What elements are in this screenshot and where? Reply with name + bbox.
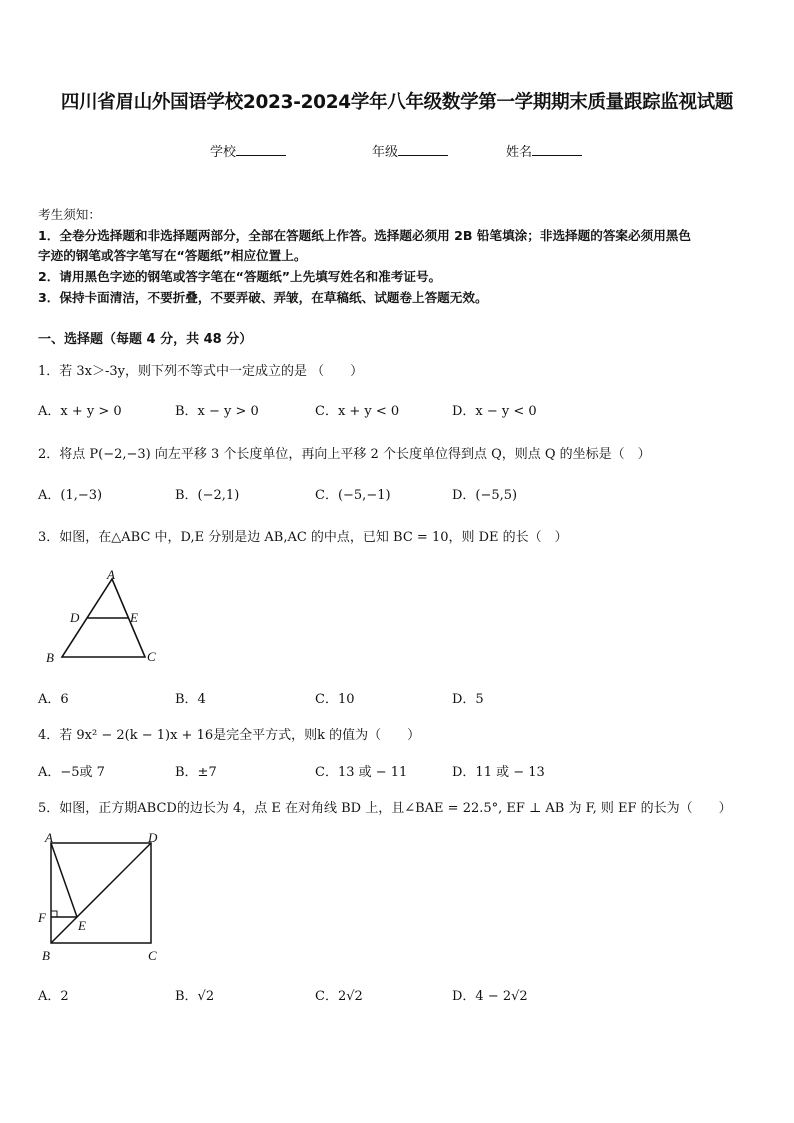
label-c: C (147, 649, 156, 664)
q1-option-c[interactable]: C．x + y < 0 (315, 404, 400, 419)
q4-option-c[interactable]: C．13 或 − 11 (315, 765, 408, 780)
q3-option-d[interactable]: D．5 (452, 692, 484, 707)
section-heading: 一、选择题（每题 4 分，共 48 分） (38, 332, 253, 347)
notice-item-3: 3．保持卡面清洁，不要折叠，不要弄破、弄皱，在草稿纸、试题卷上答题无效。 (38, 290, 488, 305)
q3-option-a[interactable]: A．6 (38, 692, 69, 707)
notice-item-1: 1．全卷分选择题和非选择题两部分，全部在答题纸上作答。选择题必须用 2B 铅笔填涂；非选择题的答案必须用黑色 (38, 228, 691, 243)
grade-label: 年级 (372, 145, 399, 160)
notice-item-2: 2．请用黑色字迹的钢笔或答字笔在“答题纸”上先填写姓名和准考证号。 (38, 269, 442, 284)
q1-option-a[interactable]: A．x + y > 0 (38, 404, 122, 419)
label-c: C (148, 948, 157, 963)
q1-option-b[interactable]: B．x − y > 0 (175, 404, 259, 419)
q5-option-c[interactable]: C．2√2 (315, 989, 363, 1004)
question-2-stem: 2．将点 P(−2,−3) 向左平移 3 个长度单位，再向上平移 2 个长度单位得到点 Q，则点 Q 的坐标是（ ） (38, 447, 651, 462)
question-4-stem: 4．若 9x² − 2(k − 1)x + 16是完全平方式，则k 的值为（ ） (38, 728, 421, 743)
q2-option-d[interactable]: D．(−5,5) (452, 488, 518, 503)
grade-blank (398, 143, 448, 156)
segment-ae (51, 843, 77, 917)
label-a: A (107, 567, 115, 582)
name-label: 姓名 (506, 145, 533, 160)
name-field (506, 141, 582, 160)
label-f: F (38, 910, 46, 925)
label-b: B (42, 948, 50, 963)
school-field (210, 141, 286, 160)
label-d: D (148, 830, 158, 845)
question-3-stem: 3．如图，在△ABC 中，D,E 分别是边 AB,AC 的中点，已知 BC = 10，则 DE 的长（ ） (38, 530, 568, 545)
square-abcd-figure (36, 830, 166, 965)
notice-item-1-cont: 字迹的钢笔或答字笔写在“答题纸”相应位置上。 (38, 248, 307, 263)
label-e: E (78, 918, 86, 933)
q5-option-b[interactable]: B．√2 (175, 989, 215, 1004)
question-5-stem: 5．如图，正方期ABCD的边长为 4，点 E 在对角线 BD 上，且∠BAE = 22.5°, EF ⊥ AB 为 F, 则 EF 的长为（ ） (38, 801, 732, 816)
school-blank (236, 143, 286, 156)
notice-heading: 考生须知： (38, 207, 101, 222)
q5-option-d[interactable]: D．4 − 2√2 (452, 989, 528, 1004)
label-d: D (70, 610, 80, 625)
q2-option-a[interactable]: A．(1,−3) (38, 488, 103, 503)
q2-option-b[interactable]: B．(−2,1) (175, 488, 240, 503)
question-1-stem: 1．若 3x＞-3y，则下列不等式中一定成立的是 （ ） (38, 364, 364, 379)
page-title: 四川省眉山外国语学校2023-2024学年八年级数学第一学期期末质量跟踪监视试题 (60, 92, 734, 113)
label-a: A (45, 830, 53, 845)
school-label: 学校 (210, 145, 237, 160)
label-e: E (130, 610, 138, 625)
q1-option-d[interactable]: D．x − y < 0 (452, 404, 537, 419)
q5-option-a[interactable]: A．2 (38, 989, 69, 1004)
diagonal-bd (51, 843, 151, 943)
q3-option-b[interactable]: B．4 (175, 692, 206, 707)
q2-option-c[interactable]: C．(−5,−1) (315, 488, 391, 503)
name-blank (532, 143, 582, 156)
q3-option-c[interactable]: C．10 (315, 692, 355, 707)
q4-option-d[interactable]: D．11 或 − 13 (452, 765, 545, 780)
label-b: B (46, 650, 54, 665)
right-angle-mark (51, 911, 57, 917)
q4-option-a[interactable]: A．−5或 7 (38, 765, 105, 780)
triangle-abc-figure (40, 565, 170, 670)
grade-field (372, 141, 448, 160)
q4-option-b[interactable]: B．±7 (175, 765, 217, 780)
